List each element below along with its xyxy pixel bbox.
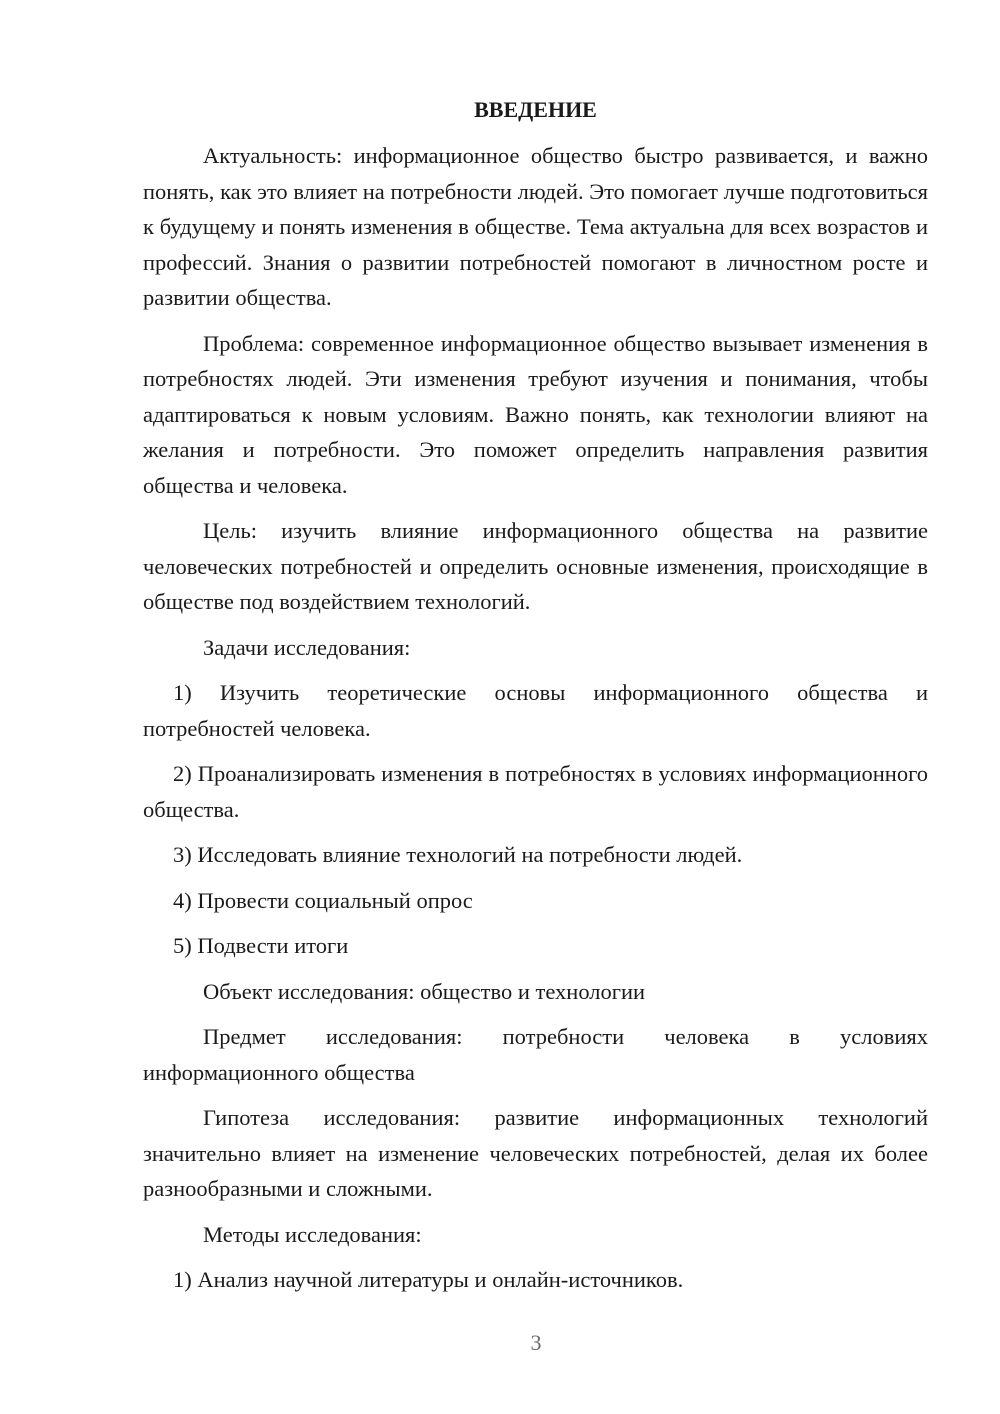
task-item: 4) Провести социальный опрос xyxy=(173,887,473,913)
method-item: 1) Анализ научной литературы и онлайн-источников. xyxy=(173,1267,684,1292)
task-item: 3) Исследовать влияние технологий на потребности людей. xyxy=(173,842,743,867)
page-number: 3 xyxy=(530,1330,542,1355)
hypothesis-paragraph: Гипотеза исследования: развитие информационных технологий значительно влияет на изменение человеческих потребностей, делая их более разнообразными и сложными. xyxy=(143,1105,928,1201)
goal-paragraph: Цель: изучить влияние информационного общества на развитие человеческих потребностей и определить основные изменения, происходящие в обществе под воздействием технологий. xyxy=(143,518,928,614)
problem-paragraph: Проблема: современное информационное общество вызывает изменения в потребностях людей. Эти изменения требуют изучения и понимания, чтобы адаптироваться к новым условиям. Важно понять, как технологии влияют на желания и потребности. Это поможет определить направления развития общества и человека. xyxy=(143,330,928,498)
subject-paragraph: Предмет исследования: потребности человека в условиях информационного общества xyxy=(143,1024,928,1085)
object-line: Объект исследования: общество и технологии xyxy=(203,978,646,1004)
task-item: 1) Изучить теоретические основы информационного общества и потребностей человека. xyxy=(143,680,928,741)
section-title: ВВЕДЕНИЕ xyxy=(474,97,597,122)
task-item: 2) Проанализировать изменения в потребностях в условиях информационного общества. xyxy=(143,761,928,822)
task-item: 5) Подвести итоги xyxy=(173,933,349,958)
tasks-heading: Задачи исследования: xyxy=(203,634,411,660)
methods-heading: Методы исследования: xyxy=(203,1221,422,1247)
document-page xyxy=(143,92,928,1308)
relevance-paragraph: Актуальность: информационное общество быстро развивается, и важно понять, как это влияет на потребности людей. Это помогает лучше подготовиться к будущему и понять изменения в обществе. Тема актуальна для всех возрастов и профессий. Знания о развитии потребностей помогают в личностном росте и развитии общества. xyxy=(143,143,928,310)
